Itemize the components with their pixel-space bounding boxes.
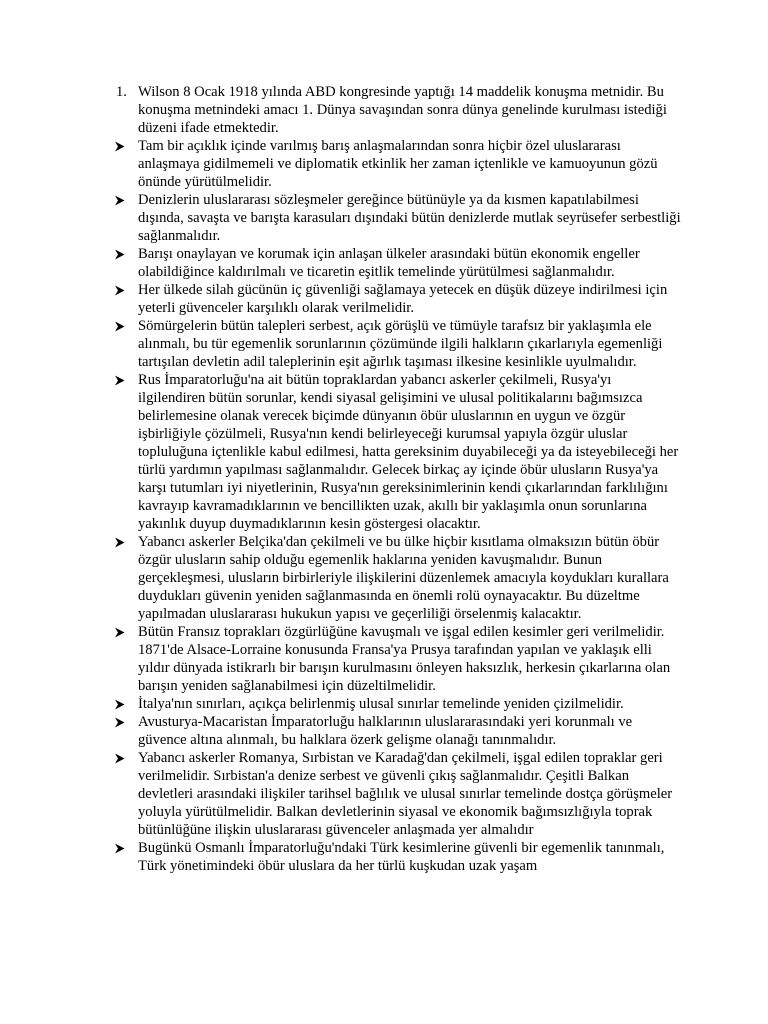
item-text: Wilson 8 Ocak 1918 yılında ABD kongresinde yaptığı 14 maddelik konuşma metnidir. Bu konuşma metnindeki amacı 1. Dünya savaşından sonra dünya genelinde kurulması istediği düzeni ifade etmektedir. — [138, 84, 667, 136]
arrowhead-bullet-icon — [114, 321, 125, 332]
bullet-item — [112, 191, 682, 245]
bullet-item — [112, 371, 682, 533]
document-body — [112, 83, 682, 875]
bullet-text: Bugünkü Osmanlı İmparatorluğu'ndaki Türk kesimlerine güvenli bir egemenlik tanınmalı, Türk yönetimindeki öbür uluslara da her türlü kuşkudan uzak yaşam — [138, 840, 665, 874]
arrowhead-bullet-icon — [114, 375, 125, 386]
bullet-text: Rus İmparatorluğu'na ait bütün topraklardan yabancı askerler çekilmeli, Rusya'yı ilgilendiren bütün sorunlar, kendi siyasal gelişimini ve ulusal politikalarını bağımsızca belirlemesine olanak verecek biçimde dünyanın öbür uluslarının en uygun ve özgür işbirliğiyle çözülmeli, Rusya'nın kendi belirleyeceği kurumsal yapıyla özgür uluslar topluluğuna içtenlikle kabul edilmesi, hatta gereksinim duyabileceği ya da isteyebileceği her türlü yardımın yapılması sağlanmalıdır. Gelecek birkaç ay içinde öbür ulusların Rusya'ya karşı tutumları iyi niyetlerinin, Rusya'nın gereksinimlerinin kendi çıkarlarından farklılığını kavrayıp kavramadıklarının ve bencillikten uzak, akıllı bir yaklaşımla onun sorunlarına yakınlık duyup duymadıklarının kesin göstergesi olacaktır. — [138, 372, 679, 532]
arrowhead-bullet-icon — [114, 141, 125, 152]
bullet-text: Denizlerin uluslararası sözleşmeler gereğince bütünüyle ya da kısmen kapatılabilmesi dışında, savaşta ve barışta karasuları dışındaki bütün denizlerde mutlak seyrüsefer serbestliği sağlanmalıdır. — [138, 192, 681, 244]
bullet-item — [112, 317, 682, 371]
bullet-text: Barışı onaylayan ve korumak için anlaşan ülkeler arasındaki bütün ekonomik engeller olabildiğince kaldırılmalı ve ticaretin eşitlik temelinde yürütülmesi sağlanmalıdır. — [138, 246, 640, 280]
bullet-item — [112, 713, 682, 749]
arrowhead-bullet-icon — [114, 249, 125, 260]
bullet-text: Sömürgelerin bütün talepleri serbest, açık görüşlü ve tümüyle tarafsız bir yaklaşımla ele alınmalı, bu tür egemenlik sorunlarının çözümünde ilgili halkların çıkarlarıyla egemenliği tartışılan devletin adil taleplerinin eşit ağırlık taşıması ilkesine kesinlikle uyulmalıdır. — [138, 318, 663, 370]
arrowhead-bullet-icon — [114, 537, 125, 548]
bullet-item — [112, 749, 682, 839]
bullet-text: Avusturya-Macaristan İmparatorluğu halklarının uluslararasındaki yeri korunmalı ve güvence altına alınmalı, bu halklara özerk gelişme olanağı tanınmalıdır. — [138, 714, 633, 748]
bullet-text: Her ülkede silah gücünün iç güvenliği sağlamaya yetecek en düşük düzeye indirilmesi için yeterli güvenceler karşılıklı olarak verilmelidir. — [138, 282, 668, 316]
bullet-item — [112, 695, 682, 713]
bullet-text: Yabancı askerler Belçika'dan çekilmeli ve bu ülke hiçbir kısıtlama olmaksızın bütün öbür özgür ulusların sahip olduğu egemenlik haklarına yeniden kavuşmalıdır. Bunun gerçekleşmesi, ulusların birbirleriyle ilişkilerini düzenlemek amacıyla koydukları kurallara duydukları güvenin yeniden sağlanmasında en önemli rolü oynayacaktır. Bu düzeltme yapılmadan uluslararası hukukun yapısı ve geçerliliği örselenmiş kalacaktır. — [138, 534, 669, 622]
bullet-item — [112, 245, 682, 281]
bullet-text: Bütün Fransız toprakları özgürlüğüne kavuşmalı ve işgal edilen kesimler geri verilmelidir. 1871'de Alsace-Lorraine konusunda Fransa'ya Prusya tarafından yapılan ve yaklaşık elli yıldır dünyada istikrarlı bir barışın kurulmasını önleyen haksızlık, herkesin çıkarlarına olan barışın yeniden sağlanabilmesi için düzeltilmelidir. — [138, 624, 671, 694]
numbered-item — [112, 83, 682, 137]
arrowhead-bullet-icon — [114, 285, 125, 296]
bullet-item — [112, 533, 682, 623]
bullet-item — [112, 839, 682, 875]
arrowhead-bullet-icon — [114, 753, 125, 764]
bullet-item — [112, 137, 682, 191]
bullet-text: Yabancı askerler Romanya, Sırbistan ve Karadağ'dan çekilmeli, işgal edilen topraklar geri verilmelidir. Sırbistan'a denize serbest ve güvenli çıkış sağlanmalıdır. Çeşitli Balkan devletleri arasındaki ilişkiler tarihsel bağlılık ve ulusal sınırlar temelinde dostça görüşmeler yoluyla yürütülmelidir. Balkan devletlerinin siyasal ve ekonomik bağımsızlığıyla toprak bütünlüğüne ilişkin uluslararası güvenceler anlaşmada yer almalıdır — [138, 750, 673, 838]
arrowhead-bullet-icon — [114, 627, 125, 638]
item-number: 1. — [116, 84, 127, 100]
arrowhead-bullet-icon — [114, 195, 125, 206]
bullet-item — [112, 623, 682, 695]
bullet-text: İtalya'nın sınırları, açıkça belirlenmiş ulusal sınırlar temelinde yeniden çizilmelidir. — [138, 696, 624, 712]
bullet-list — [112, 137, 682, 875]
arrowhead-bullet-icon — [114, 717, 125, 728]
arrowhead-bullet-icon — [114, 843, 125, 854]
bullet-item — [112, 281, 682, 317]
bullet-text: Tam bir açıklık içinde varılmış barış anlaşmalarından sonra hiçbir özel uluslararası anlaşmaya gidilmemeli ve diplomatik etkinlik her zaman içtenlikle ve kamuoyunun gözü önünde yürütülmelidir. — [138, 138, 658, 190]
arrowhead-bullet-icon — [114, 699, 125, 710]
